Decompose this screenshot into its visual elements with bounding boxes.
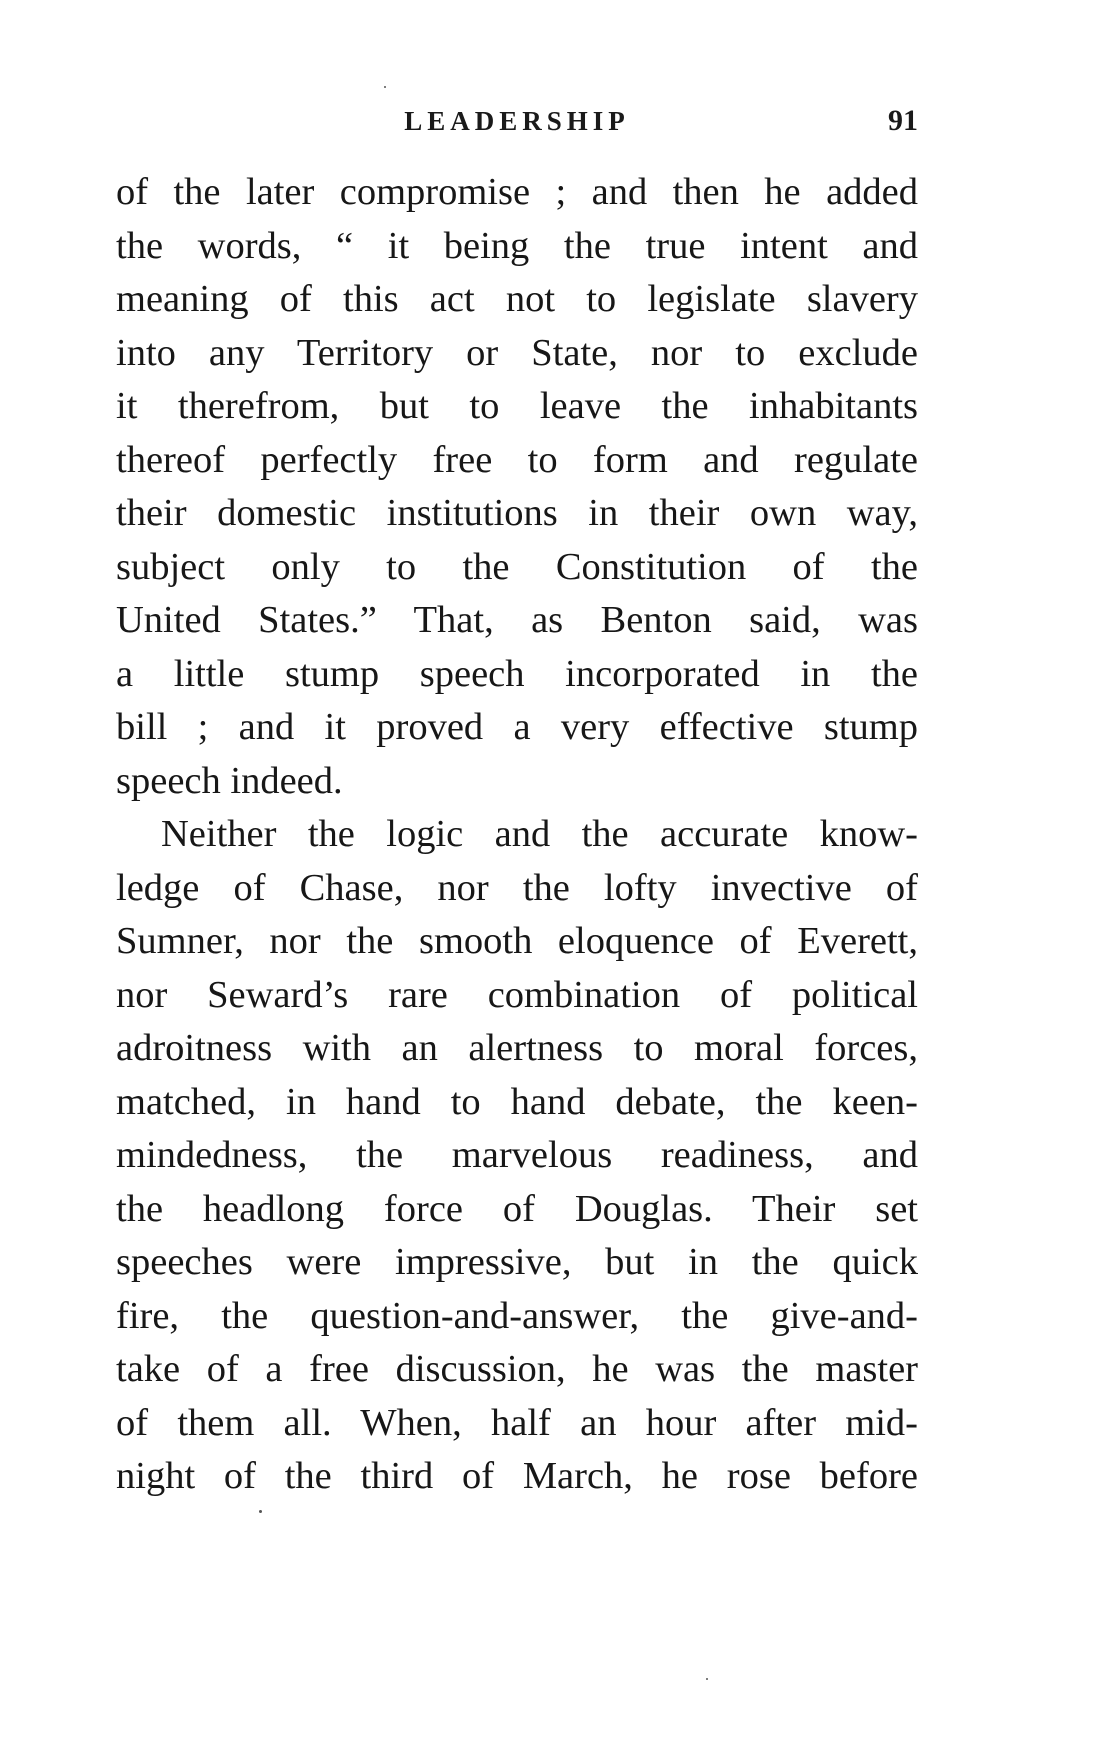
text-line: into any Territory or State, nor to exclude [116, 331, 918, 374]
text-line: Sumner, nor the smooth eloquence of Everett, [116, 920, 918, 962]
text-line: subject only to the Constitution of the [116, 545, 918, 588]
text-line: speech indeed. [116, 759, 343, 802]
text-line: it therefrom, but to leave the inhabitants [116, 385, 918, 427]
text-line: a little stump speech incorporated in the [116, 652, 918, 695]
text-line: of the later compromise ; and then he added [116, 171, 918, 213]
text-line: night of the third of March, he rose before [116, 1455, 918, 1497]
ink-speck [384, 86, 386, 88]
text-line: ledge of Chase, nor the lofty invective of [116, 866, 918, 909]
page-number: 91 [888, 104, 918, 137]
text-line: take of a free discussion, he was the master [116, 1348, 918, 1390]
text-line: United States.” That, as Benton said, was [116, 599, 918, 641]
text-line: bill ; and it proved a very effective stump [116, 706, 918, 748]
paragraph-2 [116, 808, 918, 1504]
text-line: adroitness with an alertness to moral forces, [116, 1027, 918, 1069]
running-head [116, 100, 918, 140]
text-line: thereof perfectly free to form and regulate [116, 438, 918, 481]
ink-speck [706, 1678, 708, 1680]
running-title: LEADERSHIP [404, 106, 630, 136]
text-line: the headlong force of Douglas. Their set [116, 1187, 918, 1230]
body-text [116, 166, 918, 1504]
text-line: fire, the question-and-answer, the give-and- [116, 1294, 918, 1337]
text-line: mindedness, the marvelous readiness, and [116, 1134, 918, 1176]
text-line: speeches were impressive, but in the quick [116, 1241, 918, 1283]
ink-speck [259, 1510, 262, 1513]
text-line: of them all. When, half an hour after mid- [116, 1401, 918, 1444]
text-line: matched, in hand to hand debate, the keen- [116, 1080, 918, 1123]
paragraph-1 [116, 166, 918, 808]
text-line: their domestic institutions in their own way, [116, 492, 918, 534]
text-line: Neither the logic and the accurate know- [161, 813, 918, 855]
text-line: meaning of this act not to legislate slavery [116, 278, 918, 320]
text-line: nor Seward’s rare combination of political [116, 973, 918, 1016]
text-line: the words, “ it being the true intent and [116, 224, 918, 267]
